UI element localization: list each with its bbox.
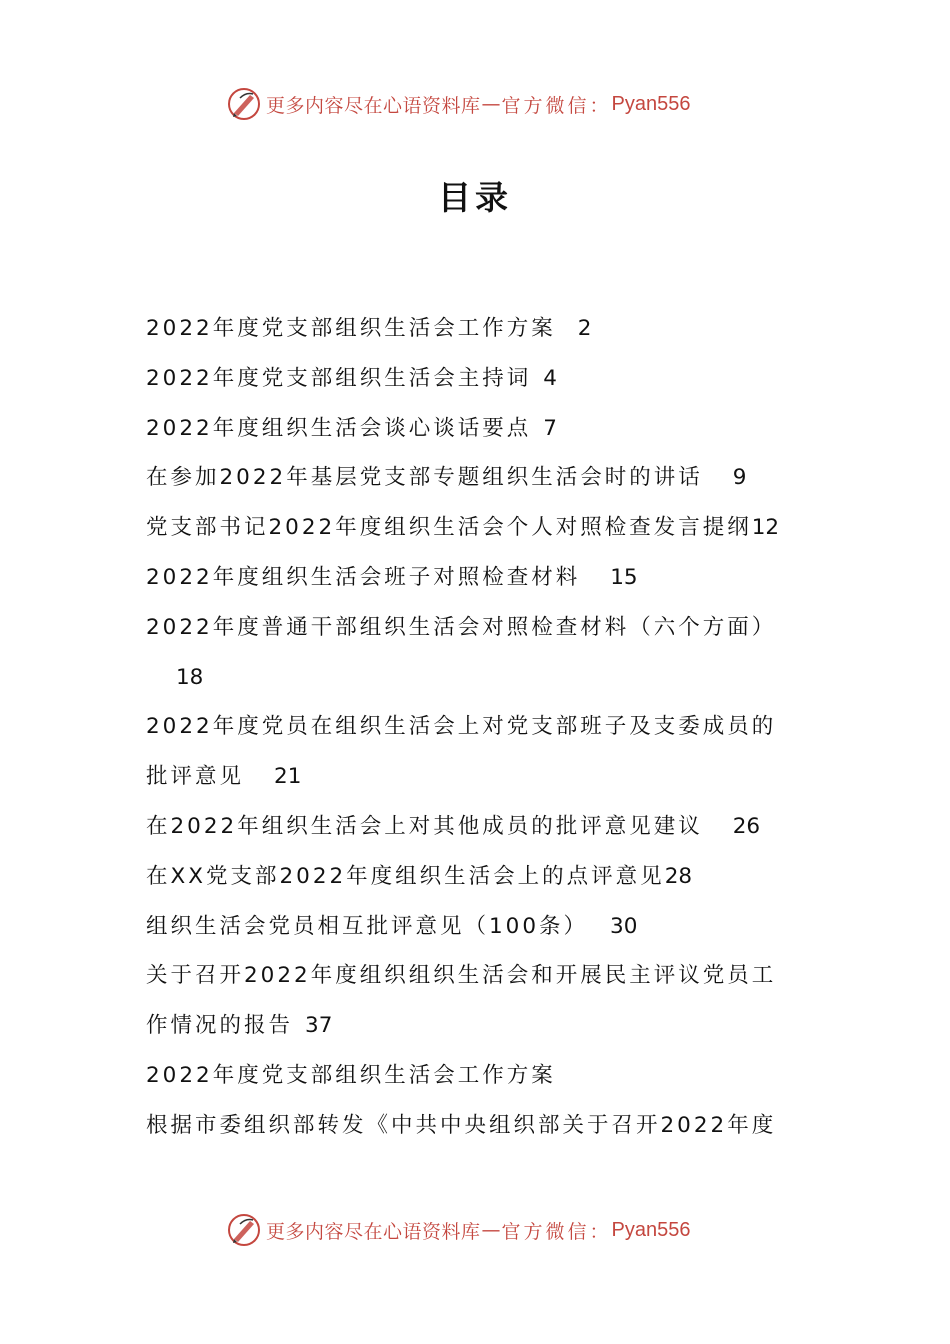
toc-entry-continuation[interactable]: [146, 653, 818, 703]
toc-entry-page: 2: [577, 316, 592, 341]
body-paragraph-line: [146, 1101, 818, 1151]
watermark-wechat-id: Pyan556: [611, 92, 691, 115]
toc-entry-continuation[interactable]: [146, 1001, 818, 1051]
toc-entry[interactable]: [146, 603, 818, 653]
toc-entry-title: 在XX党支部2022年度组织生活会上的点评意见: [146, 863, 665, 889]
toc-entry-title: 在参加2022年基层党支部专题组织生活会时的讲话: [146, 465, 703, 491]
table-of-contents: [146, 304, 818, 1151]
watermark-dash: —: [481, 93, 501, 115]
toc-entry[interactable]: [146, 802, 818, 852]
toc-entry-title: 2022年度组织生活会谈心谈话要点: [146, 415, 532, 441]
section-heading-text: 2022年度党支部组织生活会工作方案: [146, 1062, 556, 1088]
pen-circle-logo-icon: [226, 1212, 262, 1248]
toc-entry[interactable]: [146, 702, 818, 752]
watermark-banner-bottom: [226, 1210, 691, 1250]
watermark-wechat-id: Pyan556: [611, 1218, 691, 1241]
toc-entry-title: 关于召开2022年度组织组织生活会和开展民主评议党员工: [146, 963, 777, 989]
toc-entry[interactable]: [146, 453, 818, 503]
toc-entry-page: 12: [751, 515, 780, 541]
toc-entry-page: 37: [305, 1013, 333, 1039]
watermark-dash: —: [481, 1219, 501, 1241]
toc-entry-page: 21: [274, 764, 302, 790]
toc-entry-page: 28: [664, 863, 693, 889]
page-title: 目录: [438, 178, 512, 217]
toc-entry-page: 26: [732, 813, 761, 839]
toc-entry-page: 15: [610, 564, 638, 590]
section-heading: [146, 1051, 818, 1101]
watermark-official-label: 官方微信：: [501, 1220, 612, 1243]
toc-entry-page: 9: [732, 465, 747, 491]
toc-entry[interactable]: [146, 902, 818, 952]
toc-entry[interactable]: [146, 852, 818, 902]
toc-entry[interactable]: [146, 553, 818, 603]
watermark-banner-top: [226, 84, 691, 124]
toc-entry[interactable]: [146, 404, 818, 454]
toc-entry-page: 7: [543, 415, 557, 441]
toc-entry-title: 党支部书记2022年度组织生活会个人对照检查发言提纲: [146, 515, 752, 541]
toc-entry[interactable]: [146, 354, 818, 404]
pen-circle-logo-icon: [226, 86, 262, 122]
toc-entry-title: 2022年度党员在组织生活会上对党支部班子及支委成员的: [146, 714, 777, 740]
watermark-brand: 更多内容尽在心语资料库: [266, 1220, 481, 1243]
toc-entry-title: 2022年度党支部组织生活会工作方案: [146, 316, 556, 341]
toc-entry-title: 作情况的报告: [146, 1013, 294, 1039]
toc-entry-title: 2022年度组织生活会班子对照检查材料: [146, 564, 581, 590]
toc-entry-title: 2022年度普通干部组织生活会对照检查材料（六个方面）: [146, 614, 777, 640]
toc-entry-title: 批评意见: [146, 764, 245, 790]
toc-entry[interactable]: [146, 503, 818, 553]
toc-entry-title: 2022年度党支部组织生活会主持词: [146, 365, 532, 391]
toc-entry[interactable]: [146, 951, 818, 1001]
toc-entry-continuation[interactable]: [146, 752, 818, 802]
toc-entry-page: 4: [543, 365, 557, 391]
toc-entry-title: 在2022年组织生活会上对其他成员的批评意见建议: [146, 813, 703, 839]
toc-entry-page: 18: [176, 664, 204, 690]
toc-entry-page: 30: [610, 913, 638, 939]
toc-entry[interactable]: [146, 304, 818, 354]
toc-entry-title: 组织生活会党员相互批评意见（100条）: [146, 913, 589, 939]
body-paragraph-text: 根据市委组织部转发《中共中央组织部关于召开2022年度: [146, 1112, 777, 1138]
watermark-official-label: 官方微信：: [501, 94, 612, 117]
watermark-brand: 更多内容尽在心语资料库: [266, 94, 481, 117]
